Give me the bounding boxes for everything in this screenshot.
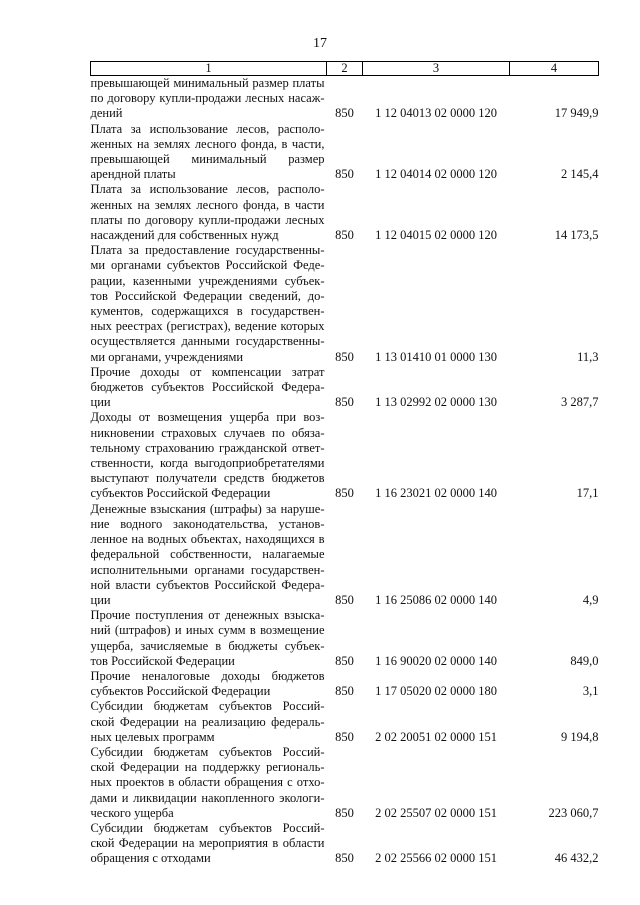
revenue-name-line: ние водного законодательства, установ- [90, 516, 325, 531]
revenue-name-line: ции [90, 592, 111, 607]
table-row [91, 699, 599, 745]
revenue-name-cell [91, 122, 327, 183]
revenue-name-line: ской Федерации на поддержку региональ- [90, 760, 325, 775]
admin-code-cell: 850 [335, 349, 354, 364]
admin-code-cell: 850 [335, 805, 354, 820]
revenue-name-line: тов Российской Федерации [90, 653, 235, 668]
revenue-name-line: выступают получатели средств бюджетов [90, 471, 325, 486]
admin-code-cell: 850 [335, 684, 354, 699]
revenue-name-line: насаждений для собственных нужд [90, 228, 279, 243]
revenue-name-line: ущерба, зачисляемые в бюджеты субъек- [90, 638, 325, 653]
budget-classification-code-cell: 2 02 25566 02 0000 151 [375, 851, 497, 866]
column-header: 3 [363, 62, 510, 76]
revenue-name-line: никновении страховых случаев по обяза- [90, 425, 325, 440]
revenue-name-line: Субсидии бюджетам субъектов Россий- [90, 699, 325, 714]
revenue-name-line: Субсидии бюджетам субъектов Россий- [90, 820, 325, 835]
admin-code-cell: 850 [335, 851, 354, 866]
admin-code-cell: 850 [335, 729, 354, 744]
revenue-name-line: ных реестрах (регистрах), ведение которых [90, 319, 325, 334]
admin-code-cell: 850 [335, 106, 354, 121]
revenue-name-line: рации, казенными учреждениями субъек- [90, 273, 325, 288]
admin-code-cell: 850 [335, 592, 354, 607]
amount-cell: 3,1 [582, 684, 599, 699]
budget-classification-code-cell: 1 13 01410 01 0000 130 [375, 349, 497, 364]
amount-cell: 17,1 [576, 486, 599, 501]
revenue-name-line: Доходы от возмещения ущерба при воз- [90, 410, 325, 425]
admin-code-cell: 850 [335, 653, 354, 668]
revenue-name-cell [91, 699, 327, 745]
budget-classification-code-cell: 2 02 25507 02 0000 151 [375, 805, 497, 820]
revenue-name-line: Плата за использование лесов, располо- [90, 182, 325, 197]
table-row [91, 122, 599, 183]
revenue-name-line: платы по договору купли-продажи лесных [90, 212, 325, 227]
revenue-name-cell [91, 502, 327, 608]
budget-classification-code-cell: 1 13 02992 02 0000 130 [375, 395, 497, 410]
revenue-name-line: ленное на водных объектах, находящихся в [90, 532, 325, 547]
revenue-name-line: субъектов Российской Федерации [90, 684, 271, 699]
table-row [91, 365, 599, 411]
amount-cell: 223 060,7 [548, 805, 599, 820]
revenue-name-line: ми органами, учреждениями [90, 349, 244, 364]
revenue-name-line: бюджетов субъектов Российской Федера- [90, 380, 325, 395]
revenue-name-cell [91, 243, 327, 365]
revenue-name-line: ний (штрафов) и иных сумм в возмещение [90, 623, 325, 638]
amount-cell: 11,3 [577, 349, 599, 364]
revenue-name-line: ской Федерации на реализацию федераль- [90, 714, 325, 729]
revenue-name-line: федеральной собственности, налагаемые [90, 547, 325, 562]
amount-cell: 3 287,7 [561, 395, 599, 410]
revenue-name-line: дами и ликвидации накопленного экологи- [90, 790, 325, 805]
revenue-name-line: ми органами субъектов Российской Феде- [90, 258, 325, 273]
budget-classification-code-cell: 2 02 20051 02 0000 151 [375, 729, 497, 744]
budget-classification-code-cell: 1 17 05020 02 0000 180 [375, 684, 497, 699]
table-row [91, 745, 599, 821]
revenue-name-line: ных проектов в области обращения с отхо- [90, 775, 325, 790]
table-header-row [91, 62, 599, 76]
revenue-name-cell [91, 365, 327, 411]
revenue-name-line: Плата за использование лесов, располо- [90, 121, 325, 136]
revenue-name-line: субъектов Российской Федерации [90, 486, 271, 501]
revenue-name-line: дений [90, 106, 123, 121]
admin-code-cell: 850 [335, 228, 354, 243]
table-row [91, 243, 599, 365]
amount-cell: 4,9 [582, 592, 599, 607]
budget-classification-code-cell: 1 12 04015 02 0000 120 [375, 228, 497, 243]
revenue-name-line: Субсидии бюджетам субъектов Россий- [90, 744, 325, 759]
revenue-name-line: обращения с отходами [90, 851, 211, 866]
revenue-name-cell [91, 669, 327, 699]
revenue-name-line: Прочие поступления от денежных взыска- [90, 608, 325, 623]
revenue-table [90, 61, 599, 867]
amount-cell: 849,0 [570, 653, 599, 668]
amount-cell: 46 432,2 [554, 851, 599, 866]
revenue-name-line: арендной платы [90, 167, 176, 182]
table-row [91, 821, 599, 867]
table-row [91, 410, 599, 501]
revenue-name-line: кументов, содержащихся в государствен- [90, 304, 325, 319]
revenue-name-line: тельному страхованию гражданской ответ- [90, 440, 325, 455]
revenue-name-line: Прочие неналоговые доходы бюджетов [90, 668, 325, 683]
column-header: 2 [327, 62, 363, 76]
revenue-name-line: тов Российской Федерации сведений, до- [90, 288, 325, 303]
admin-code-cell: 850 [335, 395, 354, 410]
revenue-name-cell [91, 182, 327, 243]
column-header: 1 [91, 62, 327, 76]
revenue-name-line: ческого ущерба [90, 805, 174, 820]
amount-cell: 2 145,4 [561, 167, 599, 182]
table-row [91, 669, 599, 699]
amount-cell: 9 194,8 [561, 729, 599, 744]
revenue-name-line: превышающей минимальный размер платы [90, 76, 325, 90]
revenue-name-line: ных целевых программ [90, 729, 215, 744]
revenue-name-line: ственности, когда выгодоприобретателями [90, 456, 325, 471]
revenue-name-line: ной власти субъектов Российской Федера- [90, 577, 325, 592]
admin-code-cell: 850 [335, 167, 354, 182]
table-row [91, 502, 599, 608]
table-body [91, 76, 599, 867]
revenue-name-line: по договору купли-продажи лесных насаж- [90, 91, 325, 106]
revenue-name-line: осуществляется данными государственны- [90, 334, 325, 349]
revenue-name-line: ции [90, 395, 111, 410]
revenue-name-cell [91, 608, 327, 669]
budget-classification-code-cell: 1 12 04014 02 0000 120 [375, 167, 497, 182]
revenue-name-cell [91, 76, 327, 122]
revenue-name-line: исполнительными органами государствен- [90, 562, 325, 577]
amount-cell: 17 949,9 [554, 106, 599, 121]
amount-cell: 14 173,5 [554, 228, 599, 243]
revenue-name-cell [91, 821, 327, 867]
revenue-name-line: ской Федерации на мероприятия в области [90, 836, 325, 851]
admin-code-cell: 850 [335, 486, 354, 501]
budget-classification-code-cell: 1 16 90020 02 0000 140 [375, 653, 497, 668]
budget-classification-code-cell: 1 16 23021 02 0000 140 [375, 486, 497, 501]
revenue-name-cell [91, 745, 327, 821]
table-row [91, 76, 599, 122]
page-number: 17 [313, 36, 327, 51]
revenue-name-line: превышающей минимальный размер [90, 152, 325, 167]
revenue-name-line: женных на землях лесного фонда, в части [90, 197, 325, 212]
revenue-name-line: Денежные взыскания (штрафы) за наруше- [90, 501, 325, 516]
budget-classification-code-cell: 1 16 25086 02 0000 140 [375, 592, 497, 607]
revenue-name-cell [91, 410, 327, 501]
column-header: 4 [510, 62, 599, 76]
revenue-name-line: женных на землях лесного фонда, в части, [90, 136, 325, 151]
table-row [91, 182, 599, 243]
table-row [91, 608, 599, 669]
budget-classification-code-cell: 1 12 04013 02 0000 120 [375, 106, 497, 121]
revenue-name-line: Плата за предоставление государственны- [90, 243, 325, 258]
revenue-name-line: Прочие доходы от компенсации затрат [90, 364, 325, 379]
